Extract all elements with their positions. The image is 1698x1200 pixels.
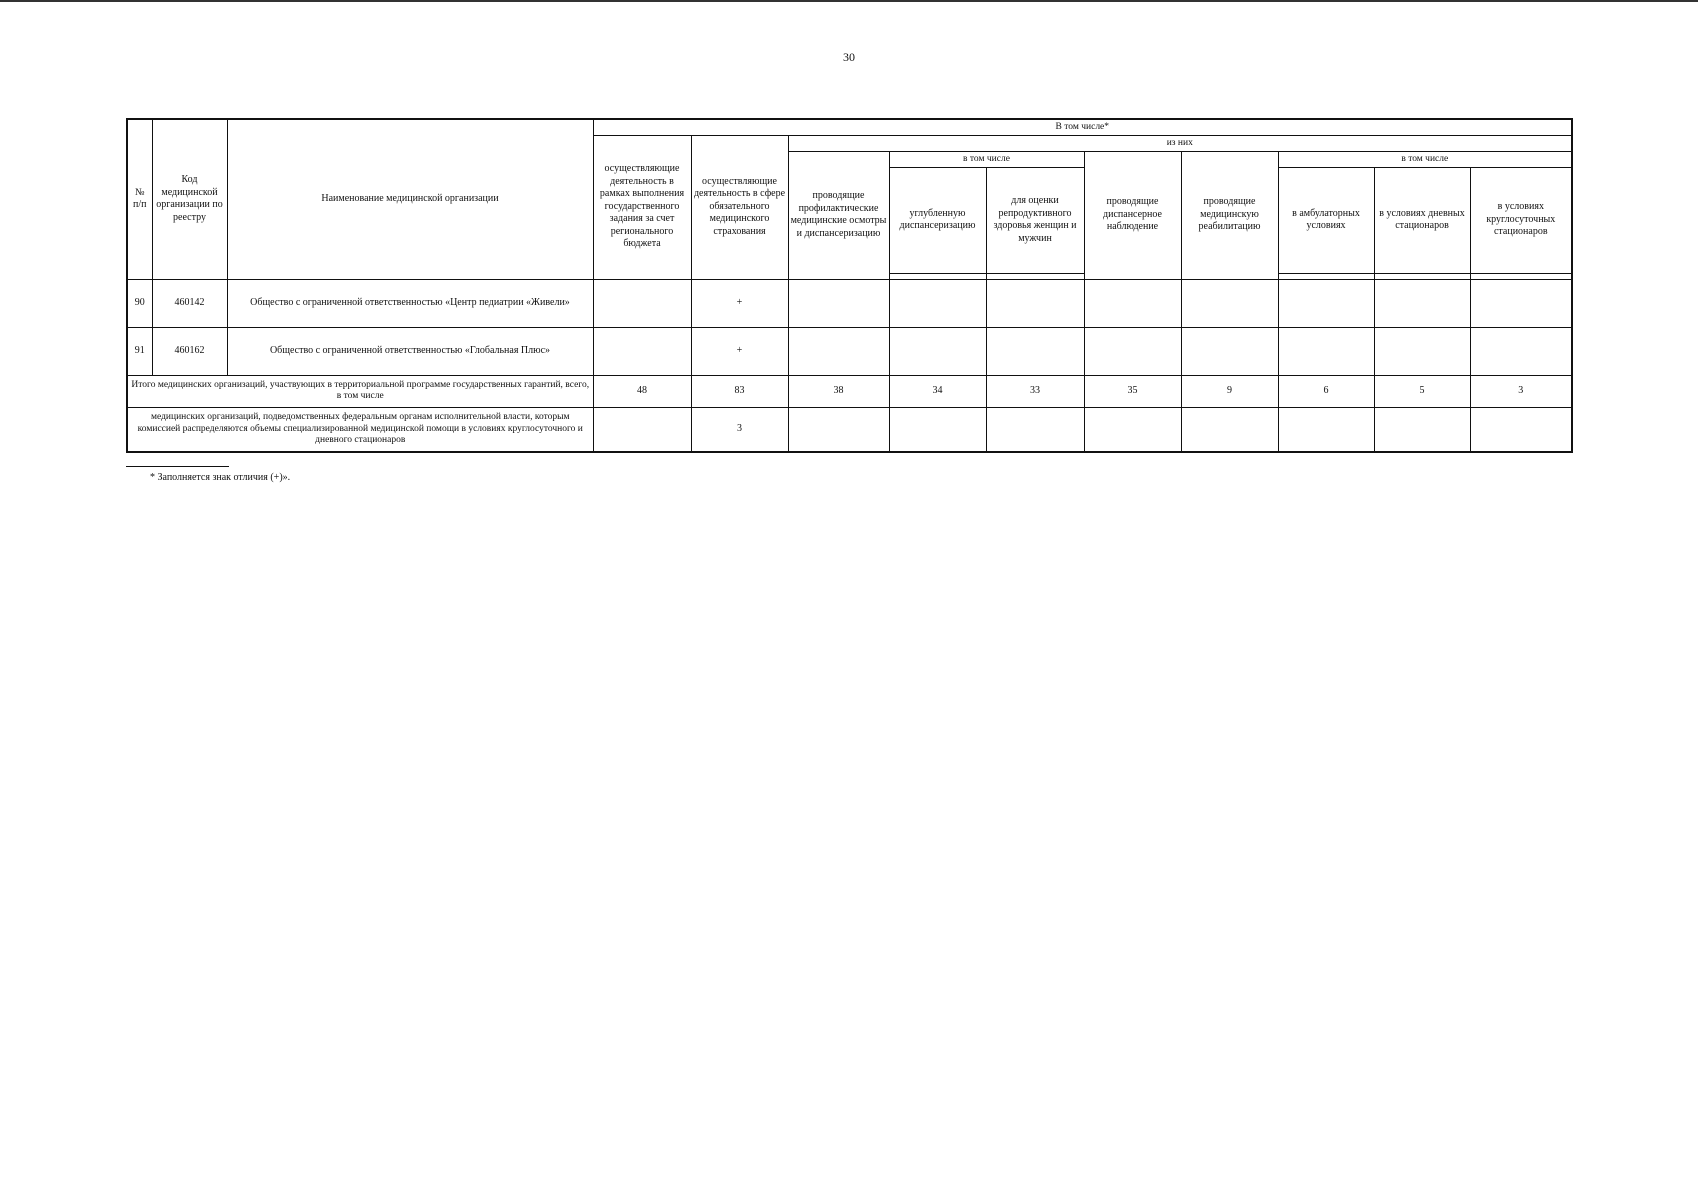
row-num: 91	[127, 327, 152, 375]
header-disp-observation: проводящие диспансерное наблюдение	[1084, 151, 1181, 279]
organizations-table	[126, 118, 1573, 453]
federal-label: медицинских организаций, подведомственных федеральным органам исполнительной власти, которым комиссией распределяются объемы специализированной медицинской помощи в условиях круглосуточного и дневного стационаров	[127, 407, 593, 452]
federal-outpatient	[1278, 407, 1374, 452]
header-group-including-1: в том числе	[889, 151, 1084, 167]
federal-day	[1374, 407, 1470, 452]
header-oms: осуществляющие деятельность в сфере обязательного медицинского страхования	[691, 135, 788, 279]
row-rehab	[1181, 327, 1278, 375]
totals-day: 5	[1374, 375, 1470, 407]
row-disp	[1084, 279, 1181, 327]
row-prof	[788, 327, 889, 375]
row-oms: +	[691, 327, 788, 375]
row-deep	[889, 327, 986, 375]
header-rehab: проводящие медицинскую реабилитацию	[1181, 151, 1278, 279]
header-day-hospital: в условиях дневных стационаров	[1374, 167, 1470, 273]
totals-rehab: 9	[1181, 375, 1278, 407]
table-row	[127, 279, 1572, 327]
totals-regional: 48	[593, 375, 691, 407]
totals-disp: 35	[1084, 375, 1181, 407]
federal-prof	[788, 407, 889, 452]
row-disp	[1084, 327, 1181, 375]
header-name: Наименование медицинской организации	[227, 119, 593, 279]
row-oms: +	[691, 279, 788, 327]
row-regional	[593, 279, 691, 327]
table-row	[127, 327, 1572, 375]
header-regional-budget: осуществляющие деятельность в рамках выполнения государственного задания за счет регионального бюджета	[593, 135, 691, 279]
row-outpatient	[1278, 327, 1374, 375]
federal-repro	[986, 407, 1084, 452]
totals-repro: 33	[986, 375, 1084, 407]
header-round-hospital: в условиях круглосуточных стационаров	[1470, 167, 1572, 273]
row-prof	[788, 279, 889, 327]
totals-round: 3	[1470, 375, 1572, 407]
page-number: 30	[843, 50, 855, 64]
row-deep	[889, 279, 986, 327]
federal-disp	[1084, 407, 1181, 452]
totals-deep: 34	[889, 375, 986, 407]
row-name: Общество с ограниченной ответственностью «Центр педиатрии «Живели»	[227, 279, 593, 327]
footnote: * Заполняется знак отличия (+)».	[150, 472, 291, 483]
header-group-including-2: в том числе	[1278, 151, 1572, 167]
totals-oms: 83	[691, 375, 788, 407]
totals-row	[127, 375, 1572, 407]
header-group-including: В том числе*	[593, 119, 1572, 135]
totals-prof: 38	[788, 375, 889, 407]
header-group-of-them: из них	[788, 135, 1572, 151]
totals-label: Итого медицинских организаций, участвующих в территориальной программе государственных гарантий, всего, в том числе	[127, 375, 593, 407]
federal-deep	[889, 407, 986, 452]
row-regional	[593, 327, 691, 375]
federal-oms: 3	[691, 407, 788, 452]
row-num: 90	[127, 279, 152, 327]
row-day	[1374, 279, 1470, 327]
header-prof-exams: проводящие профилактические медицинские осмотры и диспансеризацию	[788, 151, 889, 279]
federal-rehab	[1181, 407, 1278, 452]
scan-edge	[0, 0, 1698, 2]
header-outpatient: в амбулаторных условиях	[1278, 167, 1374, 273]
row-round	[1470, 327, 1572, 375]
row-name: Общество с ограниченной ответственностью «Глобальная Плюс»	[227, 327, 593, 375]
row-repro	[986, 279, 1084, 327]
federal-round	[1470, 407, 1572, 452]
row-code: 460142	[152, 279, 227, 327]
header-reproductive: для оценки репродуктивного здоровья женщин и мужчин	[986, 167, 1084, 273]
footnote-divider	[126, 466, 229, 467]
totals-outpatient: 6	[1278, 375, 1374, 407]
header-code: Код медицинской организации по реестру	[152, 119, 227, 279]
row-repro	[986, 327, 1084, 375]
row-round	[1470, 279, 1572, 327]
header-deep-disp: углубленную диспансеризацию	[889, 167, 986, 273]
header-num: № п/п	[127, 119, 152, 279]
row-outpatient	[1278, 279, 1374, 327]
federal-row	[127, 407, 1572, 452]
row-day	[1374, 327, 1470, 375]
federal-regional	[593, 407, 691, 452]
row-rehab	[1181, 279, 1278, 327]
row-code: 460162	[152, 327, 227, 375]
